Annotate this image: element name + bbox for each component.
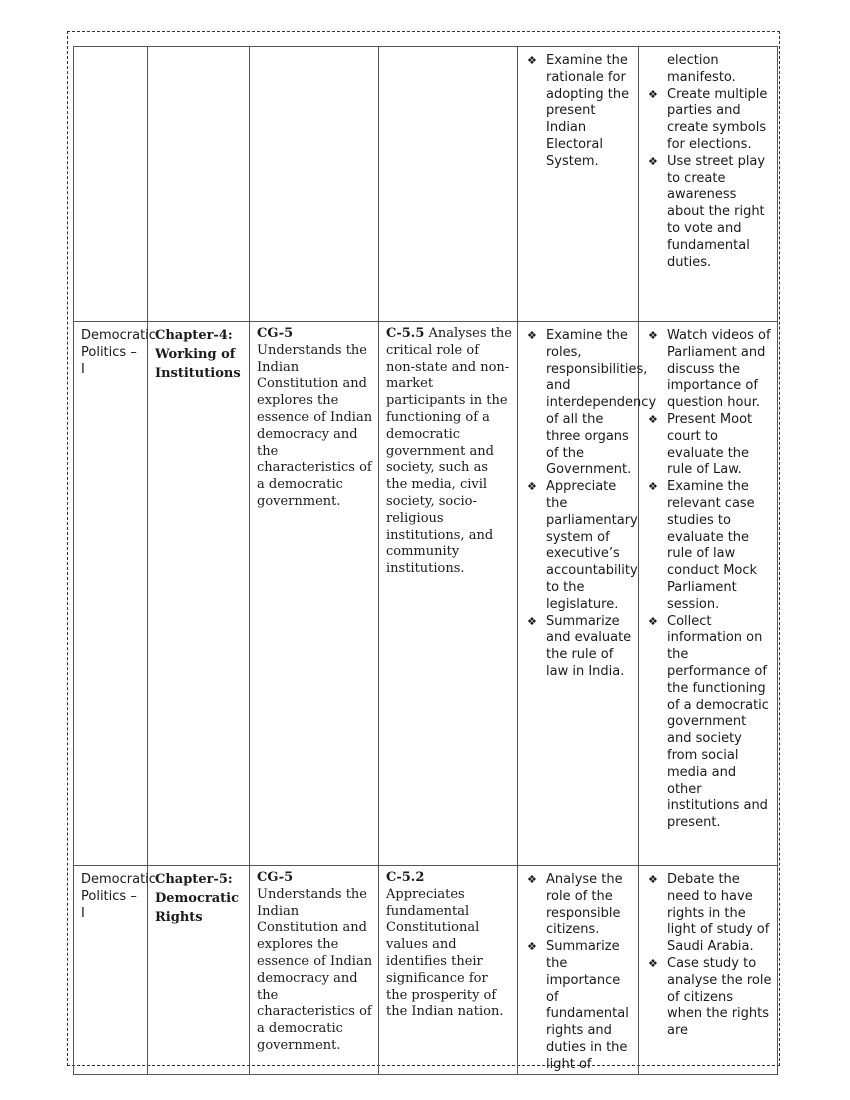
theme-cell — [74, 47, 148, 322]
table-row — [74, 866, 778, 1075]
diamond-bullet-icon: ❖ — [527, 54, 537, 67]
activities-cell — [639, 322, 778, 866]
competency-cell — [379, 866, 518, 1075]
competency-code: C-5.2 — [386, 870, 425, 885]
list-item: ❖ Collect information on the performance of the functioning of a democratic government and society from social media and other institutions and present. — [648, 613, 769, 831]
theme-text: Democratic Politics – I — [81, 872, 156, 921]
curriculum-table — [73, 46, 778, 1075]
learning-outcomes-cell — [518, 322, 657, 866]
chapter-cell — [148, 47, 250, 322]
curricular-goal-cell — [250, 866, 379, 1075]
list-item: ❖ Watch videos of Parliament and discuss the importance of question hour. — [648, 328, 771, 411]
list-item: ❖ Present Moot court to evaluate the rule of Law. — [648, 411, 753, 478]
list-item: ❖ Debate the need to have rights in the light of study of Saudi Arabia. — [648, 872, 770, 955]
diamond-bullet-icon: ❖ — [527, 480, 537, 494]
list-item-continued: election manifesto. — [667, 53, 736, 85]
chapter-cell — [148, 866, 250, 1075]
list-item: ❖ Examine the rationale for adopting the present Indian Electoral System. — [527, 53, 630, 169]
diamond-bullet-icon: ❖ — [648, 614, 658, 628]
learning-outcomes-cell — [518, 47, 639, 322]
table-row — [74, 322, 778, 866]
competency-cell — [379, 47, 518, 322]
cg-text: Understands the Indian Constitution and explores the essence of Indian democracy and the characteristics of a democratic government. — [257, 886, 373, 1053]
theme-cell — [74, 866, 156, 1075]
competency-text: Analyses the critical role of non-state and non-market participants in the functioning of a democratic government and society, such as the media, civil society, socio-religious institutions, and community institutions. — [386, 326, 512, 577]
competency-code: C-5.5 — [386, 326, 425, 341]
activities-cell — [639, 47, 778, 322]
theme-text: Democratic Politics – I — [81, 328, 156, 377]
diamond-bullet-icon: ❖ — [527, 940, 537, 954]
chapter-text: Chapter-4: Working of Institutions — [155, 328, 241, 381]
list-item: ❖ Summarize the importance of fundamental rights and duties in the light of — [527, 939, 629, 1072]
diamond-bullet-icon: ❖ — [648, 873, 658, 886]
cg-text: Understands the Indian Constitution and explores the essence of Indian democracy and the characteristics of a democratic government. — [257, 342, 373, 509]
table-row — [74, 47, 778, 322]
list-item: ❖ Use street play to create awareness about the right to vote and fundamental duties. — [648, 153, 766, 270]
activities-cell — [639, 866, 778, 1075]
diamond-bullet-icon: ❖ — [648, 87, 658, 101]
diamond-bullet-icon: ❖ — [648, 480, 658, 494]
diamond-bullet-icon: ❖ — [648, 329, 658, 342]
competency-text: Appreciates fundamental Constitutional values and identifies their significance for the prosperity of the Indian nation. — [386, 886, 504, 1020]
list-item: ❖ Appreciate the parliamentary system of executive’s accountability to the legislature. — [527, 479, 638, 612]
diamond-bullet-icon: ❖ — [527, 329, 537, 342]
learning-outcomes-cell — [518, 866, 639, 1075]
cg-code: CG-5 — [257, 870, 294, 885]
competency-cell — [379, 322, 518, 866]
cg-code: CG-5 — [257, 326, 294, 341]
diamond-bullet-icon: ❖ — [648, 412, 658, 426]
diamond-bullet-icon: ❖ — [527, 614, 537, 628]
chapter-cell — [148, 322, 250, 866]
diamond-bullet-icon: ❖ — [648, 154, 658, 168]
chapter-text: Chapter-5: Democratic Rights — [155, 872, 240, 925]
list-item: ❖ Create multiple parties and create symbols for elections. — [648, 86, 768, 152]
diamond-bullet-icon: ❖ — [527, 873, 537, 886]
list-item: ❖ Examine the relevant case studies to evaluate the rule of law conduct Mock Parliament session. — [648, 479, 758, 612]
list-item: ❖ Summarize and evaluate the rule of law in India. — [527, 613, 632, 679]
list-item: ❖ Examine the roles, responsibilities, and interdependency of all the three organs of the Government. — [527, 328, 657, 478]
diamond-bullet-icon: ❖ — [648, 956, 658, 970]
theme-cell — [74, 322, 156, 866]
list-item: ❖ Analyse the role of the responsible citizens. — [527, 872, 623, 938]
curricular-goal-cell — [250, 322, 379, 866]
curricular-goal-cell — [250, 47, 379, 322]
list-item: ❖ Case study to analyse the role of citizens when the rights are — [648, 955, 772, 1039]
